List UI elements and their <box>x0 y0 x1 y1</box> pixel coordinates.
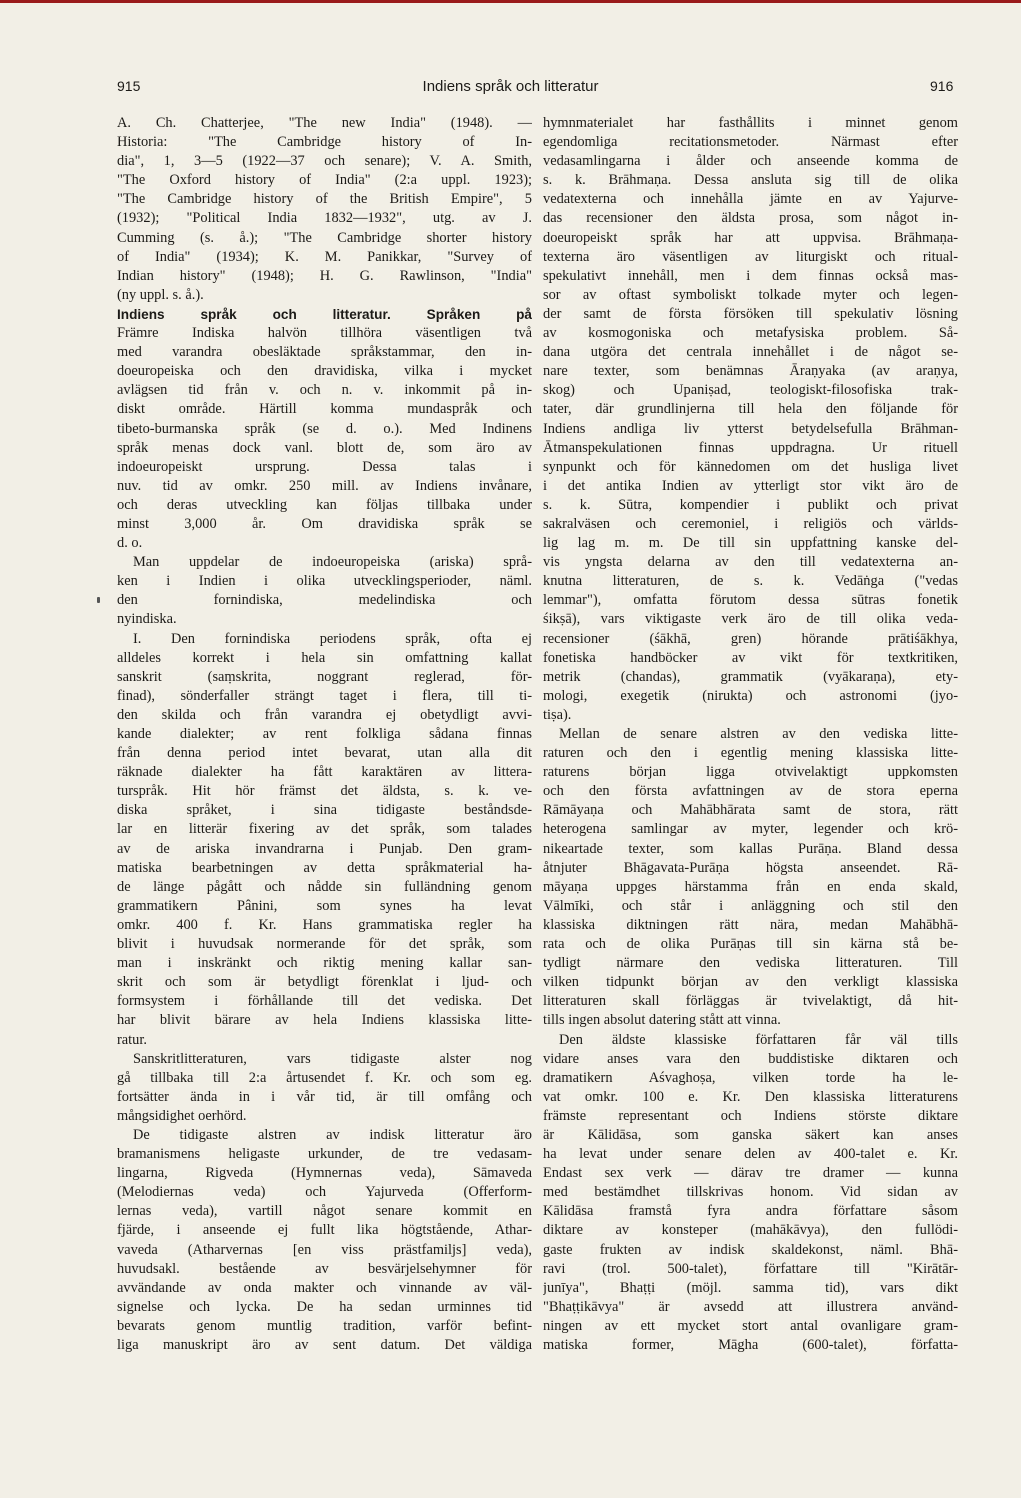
text-line: "Bhaṭṭikāvya" är avsedd att illustrera använd- <box>543 1298 958 1315</box>
text-line: heterogena samlingar av myter, legender och krö- <box>543 821 958 838</box>
text-line: mångsidighet oerhörd. <box>117 1107 247 1124</box>
text-line: av de ariska invandrarna i Punjab. Den gram- <box>117 840 532 857</box>
text-line: māyaṇa uppges härstamma från en enda skald, <box>543 878 958 895</box>
text-line: diska språket, i sina tidigaste beståndsde- <box>117 802 532 819</box>
text-line: har blivit bärare av hela Indiens klassiska litte- <box>117 1012 532 1029</box>
text-line: Främre Indiska halvön tillhöra väsentligen två <box>117 325 532 342</box>
running-title: Indiens språk och litteratur <box>422 78 599 95</box>
text-line: med bestämdhet tillskrivas honom. Vid sidan av <box>543 1184 958 1201</box>
text-line: vat omkr. 100 e. Kr. Den klassiska litteraturens <box>543 1088 958 1105</box>
text-line: der samt de första försöken till spekulativ lösning <box>543 305 958 322</box>
text-line: s. k. Brāhmaṇa. Dessa ansluta sig till de olika <box>543 172 958 189</box>
text-line: tater, där grundlinjerna till hela den följande för <box>543 401 958 418</box>
text-line: språk menas dock vanl. blott de, som äro av <box>117 439 532 456</box>
text-line: diktare av konsteper (mahākāvya), den fullödi- <box>543 1222 958 1239</box>
text-line: gaste frukten av indisk skaldekonst, näml. Bhā- <box>543 1241 958 1258</box>
text-line: ningen av ett mycket stort antal ovanligare gram- <box>543 1317 958 1334</box>
text-line: das recensioner den äldsta prosa, som något in- <box>543 210 958 227</box>
text-line: och deras utveckling kan följas tillbaka under <box>117 496 532 513</box>
text-line: tills ingen absolut datering stått att vinna. <box>543 1012 781 1029</box>
text-line: kande dialekter; av rent folkliga sådana finnas <box>117 726 532 742</box>
text-line: raturen och den i egentlig mening klassiska litte- <box>543 745 958 762</box>
text-line: sor av oftast symboliskt tolkade myter och legen- <box>543 286 958 303</box>
text-line: tibeto-burmanska språk (se d. o.). Med Indinens <box>117 420 532 437</box>
text-line: dana utgöra det centrala innehållet i de något se- <box>543 344 958 361</box>
text-line: vis yngsta delarna av den till vedatexterna an- <box>543 554 958 571</box>
text-line: lig lag m. m. De till sin uppfattning kanske del- <box>543 535 958 552</box>
text-line: dia", 1, 3—5 (1922—37 och senare); V. A. Smith, <box>117 153 532 170</box>
text-line: (ny uppl. s. å.). <box>117 286 204 303</box>
text-line: vidare anses vara den buddistiske diktaren och <box>543 1050 958 1067</box>
text-line: rata och de olika Purāṇas till sin kärna stå be- <box>543 936 958 953</box>
text-line: räknade dialekter ha fått karaktären av littera- <box>117 764 532 781</box>
text-line: lernas veda), vartill något senare kommit en <box>117 1203 532 1220</box>
text-line: knutna litteraturen, de s. k. Vedāṅga ("vedas <box>543 573 958 590</box>
text-line: man i inskränkt och riktig mening kallar san- <box>117 955 532 972</box>
text-line: nare texter, som benämnas Āraṇyaka (av araṇya, <box>543 363 958 380</box>
text-line: "The Cambridge history of the British Empire", 5 <box>117 191 532 208</box>
text-line: metrik (chandas), grammatik (vyākaraṇa), ety- <box>543 668 958 685</box>
text-line: De tidigaste alstren av indisk litteratur äro <box>133 1126 532 1143</box>
text-line: Indiens andliga liv ytterst betydelsefulla Brāhman- <box>543 420 958 437</box>
text-line: klassiska diktningen rätt nära, medan Mahābhā- <box>543 916 958 933</box>
text-line: bramanismens heligaste urkunder, de tre vedasam- <box>117 1146 532 1163</box>
text-line: från denna period intet bevarat, utan alla dit <box>117 745 532 762</box>
text-line: ravi (trol. 500-talet), författare till "Kirātār- <box>543 1260 958 1277</box>
text-line: sakralväsen och ceremoniel, i religiös och världs- <box>543 515 958 532</box>
text-line: den fornindiska, medelindiska och <box>117 592 532 609</box>
text-line: skog) och Upaniṣad, teologiskt-filosofiska trak- <box>543 382 958 399</box>
text-line: sanskrit (saṃskrita, noggrant reglerad, för- <box>117 668 532 685</box>
text-line: skrit och som är betydligt förenklat i ljud- och <box>117 974 532 991</box>
text-line: åtnjuter Bhāgavata-Purāṇa högsta anseendet. Rā- <box>543 859 958 876</box>
text-line: lingarna, Rigveda (Hymnernas veda), Sāmaveda <box>117 1165 532 1182</box>
text-line: lemmar"), omfatta förutom dessa sūtras fonetik <box>543 592 958 609</box>
text-line: av kosmogoniska och metafysiska problem. Så- <box>543 325 958 342</box>
text-line: Historia: "The Cambridge history of In- <box>117 134 532 151</box>
text-line: finad), sönderfaller strängt taget i flera, till ti- <box>117 687 532 704</box>
text-line: Vālmīki, och står i anläggning och stil den <box>543 897 958 914</box>
text-line: A. Ch. Chatterjee, "The new India" (1948). — <box>117 115 532 131</box>
text-line: spekulativt innehåll, men i dem finnas också mas- <box>543 267 958 284</box>
page-header <box>0 78 1021 100</box>
text-line: liga manuskript äro av sent datum. Det väldiga <box>117 1337 532 1353</box>
text-line: nyindiska. <box>117 611 177 628</box>
text-line: texterna äro väsentligen av liturgiskt och ritual- <box>543 248 958 265</box>
text-line: doeuropeiskt språk har att uppvisa. Brāhmaṇa- <box>543 229 958 246</box>
page-number-left: 915 <box>117 78 141 94</box>
text-line: den skilda och från varandra ej obetydligt avvi- <box>117 706 532 723</box>
text-line: minst 3,000 år. Om dravidiska språk se <box>117 515 532 532</box>
text-line: fortsätter ända in i vår tid, är till omfång och <box>117 1088 532 1105</box>
text-line: formsystem i förhållande till det vediska. Det <box>117 993 532 1010</box>
text-line: i det antika Indien av ytterligt stor vikt äro de <box>543 477 958 494</box>
text-line: grammatikern Pânini, som synes ha levat <box>117 897 532 914</box>
text-line: Indian history" (1948); H. G. Rawlinson, "India" <box>117 267 532 284</box>
text-line: hymnmaterialet har fasthållits i minnet genom <box>543 115 958 131</box>
text-line: och den första avfattningen av de stora eperna <box>543 783 958 800</box>
text-line: d. o. <box>117 535 143 552</box>
text-line: (1932); "Political India 1832—1932", utg. av J. <box>117 210 532 227</box>
text-line: Indiens språk och litteratur. Språken på <box>117 306 532 322</box>
text-line: fonetiska handböcker av vikt för textkritiken, <box>543 649 958 666</box>
text-line: är Kālidāsa, som ganska säkert kan anses <box>543 1126 958 1143</box>
text-line: raturens början ligga otvivelaktigt uppkomsten <box>543 764 958 781</box>
text-line: blivit i huvudsak normerande för det språk, som <box>117 936 532 953</box>
text-line: tiṣa). <box>543 706 572 723</box>
left-column <box>117 114 532 1355</box>
text-line: alldeles korrekt i hela sin omfattning kallat <box>117 649 532 666</box>
text-line: (Melodiernas veda) och Yajurveda (Offerform- <box>117 1184 532 1201</box>
text-line: I. Den fornindiska periodens språk, ofta ej <box>133 630 532 647</box>
text-line: de länge pågått och nådde sin fulländning genom <box>117 878 532 895</box>
text-line: bevarats genom muntlig tradition, varför befint- <box>117 1317 532 1334</box>
text-line: mologi, exegetik (nirukta) och astronomi (jyo- <box>543 687 958 704</box>
text-line: vaveda (Atharvernas [en viss prästfamiljs] veda), <box>117 1241 532 1258</box>
text-line: matiska bearbetningen av detta språkmaterial ha- <box>117 859 532 876</box>
text-line: s. k. Sūtra, kompendier i publikt och privat <box>543 496 958 513</box>
text-line: huvudsakl. bestående av besvärjelsehymner för <box>117 1260 532 1277</box>
text-line: synpunkt och för kännedomen om det husliga livet <box>543 458 958 475</box>
text-line: Man uppdelar de indoeuropeiska (ariska) språ- <box>133 554 532 571</box>
text-line: avvändande av onda makter och vinnande av väl- <box>117 1279 532 1296</box>
text-line: med varandra obesläktade språkstammar, den in- <box>117 344 532 361</box>
text-line: Sanskritlitteraturen, vars tidigaste alster nog <box>133 1050 532 1067</box>
text-line: ken i Indien i olika utvecklingsperioder, näml. <box>117 573 532 590</box>
text-line: lar en litterär fixering av det språk, som talades <box>117 821 532 838</box>
text-line: Rāmāyaṇa och Mahābhārata samt de stora, rätt <box>543 802 958 819</box>
text-line: recensioner (śākhā, gren) hörande prātiśākhya, <box>543 630 958 647</box>
text-line: signelse och lycka. De ha sedan urminnes tid <box>117 1298 532 1315</box>
text-line: Mellan de senare alstren av den vediska litte- <box>559 726 958 742</box>
text-line: tydligt närmare den vediska litteraturen. Till <box>543 955 958 972</box>
text-line: ratur. <box>117 1031 147 1048</box>
text-line: avlägsen tid från v. och n. v. inkommit på in- <box>117 382 532 399</box>
margin-mark <box>97 597 100 603</box>
text-line: matiska former, Māgha (600-talet), författa- <box>543 1337 958 1353</box>
top-edge-rule <box>0 0 1021 3</box>
text-line: junīya", Bhaṭṭi (möjl. samma tid), vars dikt <box>543 1279 958 1296</box>
text-line: Cumming (s. å.); "The Cambridge shorter history <box>117 229 532 246</box>
text-line: Ātmanspekulationen finnas uppdragna. Ur rituell <box>543 439 958 456</box>
text-line: doeuropeiska och den dravidiska, vilka i mycket <box>117 363 532 380</box>
text-line: nuv. tid av omkr. 250 mill. av Indiens invånare, <box>117 477 532 494</box>
text-line: Endast sex verk — därav tre dramer — kunna <box>543 1165 958 1182</box>
text-line: främste representant och Indiens störste diktare <box>543 1107 958 1124</box>
text-line: egendomliga recitationsmetoder. Närmast efter <box>543 134 958 151</box>
text-line: gå tillbaka till 2:a årtusendet f. Kr. och som eg. <box>117 1069 532 1086</box>
text-line: dramatikern Aśvaghoṣa, vilken torde ha le- <box>543 1069 958 1086</box>
text-line: of India" (1934); K. M. Panikkar, "Survey of <box>117 248 532 265</box>
text-line: Den äldste klassiske författaren får väl tills <box>559 1031 958 1048</box>
text-line: śikṣā), vars viktigaste verk äro de till olika veda- <box>543 611 958 628</box>
text-line: turspråk. Hit hör främst det äldsta, s. k. ve- <box>117 783 532 800</box>
right-column <box>543 114 958 1355</box>
page-number-right: 916 <box>930 78 954 94</box>
text-line: omkr. 400 f. Kr. Hans grammatiska regler ha <box>117 916 532 933</box>
text-line: nikeartade texter, som kallas Purāṇa. Bland dessa <box>543 840 958 857</box>
text-line: litteraturen skall förläggas är tvivelaktigt, då hit- <box>543 993 958 1010</box>
text-line: vedasamlingarna i ålder och anseende komma de <box>543 153 958 170</box>
text-line: fjärde, i anseende ej fullt lika högtstående, Athar- <box>117 1222 532 1239</box>
text-line: Kālidāsa framstå fyra andra författare såsom <box>543 1203 958 1220</box>
text-line: vilken tidpunkt början av den verkligt klassiska <box>543 974 958 991</box>
text-line: vedatexterna och innehålla jämte en av Yajurve- <box>543 191 958 208</box>
text-line: indoeuropeiskt ursprung. Dessa talas i <box>117 458 532 475</box>
text-line: ha levat under senare delen av 400-talet e. Kr. <box>543 1146 958 1163</box>
text-line: diskt område. Härtill komma mundaspråk och <box>117 401 532 418</box>
text-line: "The Oxford history of India" (2:a uppl. 1923); <box>117 172 532 189</box>
